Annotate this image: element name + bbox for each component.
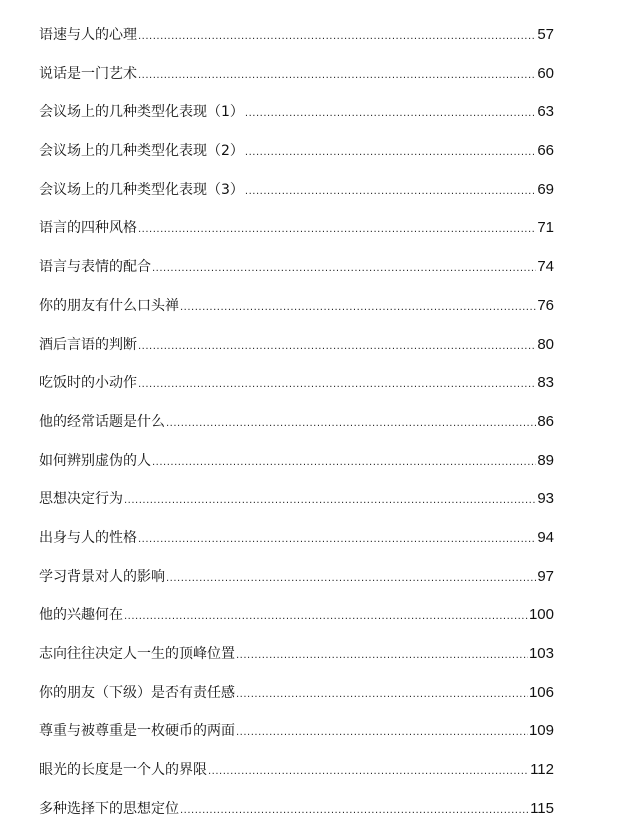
toc-entry-title: 会议场上的几种类型化表现（2） (39, 143, 244, 160)
toc-dot-leader (152, 452, 536, 474)
toc-entry-title: 会议场上的几种类型化表现（1） (39, 104, 244, 121)
toc-dot-leader (180, 297, 536, 319)
toc-entry[interactable] (39, 527, 554, 566)
toc-dot-leader (124, 606, 528, 628)
toc-entry-title: 出身与人的性格 (39, 529, 137, 546)
toc-entry[interactable] (39, 179, 554, 218)
toc-entry[interactable] (39, 217, 554, 256)
toc-entry-page: 100 (528, 606, 554, 624)
toc-entry-page: 112 (530, 761, 554, 779)
toc-entry-page: 106 (528, 683, 554, 701)
toc-entry[interactable] (39, 101, 554, 140)
toc-entry-title: 吃饭时的小动作 (39, 375, 137, 392)
toc-entry-page: 86 (537, 412, 554, 430)
toc-entry[interactable] (39, 566, 554, 605)
toc-entry-title: 你的朋友（下级）是否有责任感 (39, 684, 235, 701)
toc-entry[interactable] (39, 63, 554, 102)
toc-dot-leader (180, 800, 529, 822)
toc-entry-page: 76 (537, 296, 554, 314)
toc-dot-leader (138, 374, 536, 396)
toc-entry-page: 83 (537, 374, 554, 392)
toc-dot-leader (245, 142, 536, 164)
toc-entry[interactable] (39, 372, 554, 411)
toc-entry-page: 66 (537, 142, 554, 160)
toc-dot-leader (166, 568, 536, 590)
toc-entry-title: 他的经常话题是什么 (39, 413, 165, 430)
toc-entry-title: 如何辨别虚伪的人 (39, 452, 151, 469)
toc-entry[interactable] (39, 720, 554, 759)
table-of-contents (39, 24, 554, 836)
toc-entry[interactable] (39, 24, 554, 63)
toc-dot-leader (245, 103, 536, 125)
toc-entry-page: 57 (537, 26, 554, 43)
toc-entry-page: 97 (537, 567, 554, 585)
toc-dot-leader (166, 413, 536, 435)
toc-entry[interactable] (39, 643, 554, 682)
toc-entry-title: 眼光的长度是一个人的界限 (39, 762, 207, 779)
toc-entry-title: 多种选择下的思想定位 (39, 800, 179, 817)
toc-entry-page: 71 (537, 219, 554, 237)
toc-entry-page: 115 (530, 799, 554, 817)
toc-entry-page: 94 (537, 528, 554, 546)
toc-dot-leader (236, 722, 528, 744)
toc-dot-leader (245, 181, 536, 203)
toc-entry[interactable] (39, 140, 554, 179)
toc-entry-title: 会议场上的几种类型化表现（3） (39, 181, 244, 198)
toc-dot-leader (124, 490, 536, 512)
toc-dot-leader (236, 645, 528, 667)
toc-entry-page: 74 (537, 258, 554, 276)
toc-entry[interactable] (39, 295, 554, 334)
toc-entry[interactable] (39, 759, 554, 798)
toc-dot-leader (138, 219, 536, 241)
toc-entry-page: 109 (528, 722, 554, 740)
toc-entry-title: 你的朋友有什么口头禅 (39, 297, 179, 314)
toc-entry-page: 93 (537, 490, 554, 508)
toc-entry-title: 学习背景对人的影响 (39, 568, 165, 585)
toc-dot-leader (208, 761, 529, 783)
toc-entry[interactable] (39, 604, 554, 643)
toc-entry-page: 103 (528, 645, 554, 662)
toc-entry-title: 语速与人的心理 (39, 27, 137, 43)
toc-entry[interactable] (39, 256, 554, 295)
toc-dot-leader (152, 258, 536, 280)
toc-entry[interactable] (39, 411, 554, 450)
toc-dot-leader (138, 26, 536, 48)
toc-entry[interactable] (39, 682, 554, 721)
toc-entry-title: 语言的四种风格 (39, 220, 137, 237)
toc-entry[interactable] (39, 450, 554, 489)
toc-dot-leader (138, 529, 536, 551)
toc-entry-title: 志向往往决定人一生的顶峰位置 (39, 646, 235, 662)
toc-entry-title: 语言与表情的配合 (39, 259, 151, 276)
toc-entry-page: 69 (537, 180, 554, 198)
toc-dot-leader (138, 65, 536, 87)
toc-entry-page: 80 (537, 335, 554, 353)
toc-entry-page: 63 (537, 103, 554, 121)
toc-entry[interactable] (39, 798, 554, 836)
toc-dot-leader (236, 684, 528, 706)
toc-entry-page: 89 (537, 451, 554, 469)
toc-dot-leader (138, 336, 536, 358)
toc-entry-title: 他的兴趣何在 (39, 607, 123, 624)
toc-entry[interactable] (39, 488, 554, 527)
toc-entry-title: 酒后言语的判断 (39, 336, 137, 353)
toc-entry-title: 说话是一门艺术 (39, 65, 137, 82)
toc-entry-title: 思想决定行为 (39, 491, 123, 508)
toc-entry-page: 60 (537, 64, 554, 82)
toc-entry-title: 尊重与被尊重是一枚硬币的两面 (39, 723, 235, 740)
toc-entry[interactable] (39, 334, 554, 373)
